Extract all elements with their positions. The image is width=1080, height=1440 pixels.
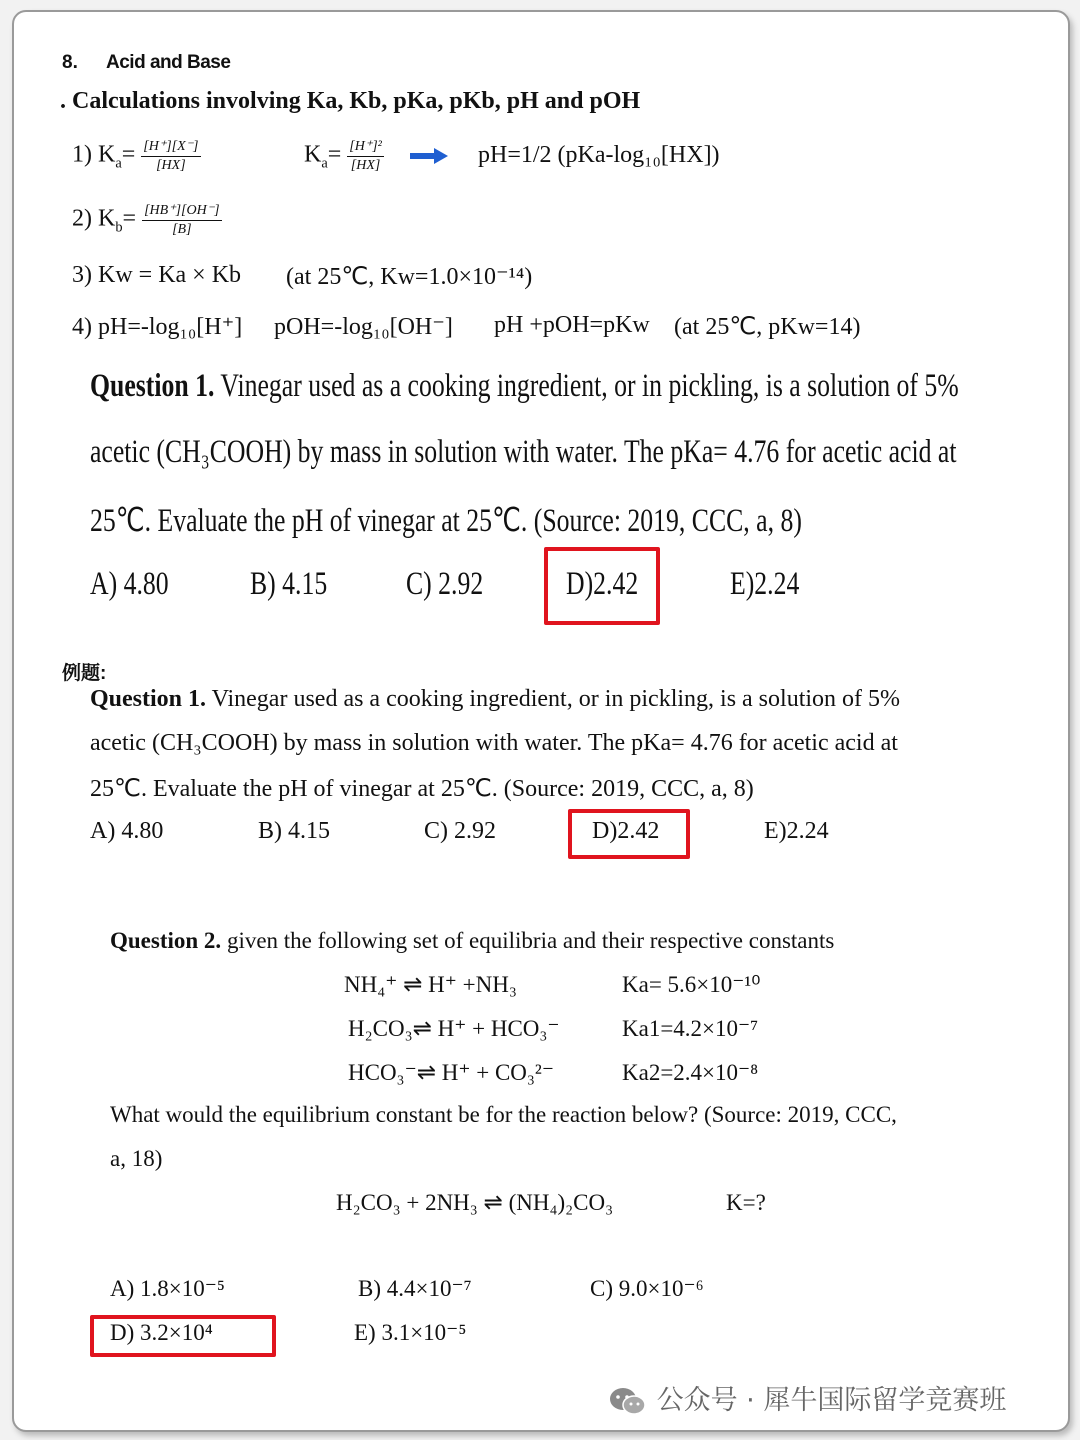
q2-equilibrium-1: NH₄⁺ ⇌ H⁺ +NH₃ — [344, 972, 517, 997]
q2-equilibrium-3: HCO₃⁻⇌ H⁺ + CO₃²⁻ — [348, 1060, 554, 1085]
formula-ph-poh-sum: pH +pOH=pKw — [494, 312, 650, 338]
document-page — [12, 10, 1070, 1432]
formula-ka-fraction — [141, 138, 200, 174]
q2-intro-text: given the following set of equilibria and their respective constants — [226, 928, 835, 953]
formula-kw-note: (at 25℃, Kw=1.0×10⁻¹⁴) — [286, 264, 533, 290]
formula-kb-fraction — [142, 202, 221, 238]
q1-large-line2: acetic (CH₃COOH) by mass in solution with water. The pKa= 4.76 for acetic acid at — [90, 434, 957, 470]
q2-option-d: D) 3.2×10⁴ — [110, 1320, 213, 1345]
formula-kb-denominator: [B] — [172, 222, 192, 237]
q1-small-option-b: B) 4.15 — [258, 818, 330, 844]
q1-small-text1: Vinegar used as a cooking ingredient, or in pickling, is a solution of 5% — [211, 686, 901, 712]
formula-ka-sub: a — [115, 155, 122, 172]
formula-ka-label: 1) K — [72, 141, 116, 168]
q2-equilibrium-2: H₂CO₃⇌ H⁺ + HCO₃⁻ — [348, 1016, 560, 1041]
q2-label: Question 2. — [110, 928, 222, 953]
formula-ka2-fraction — [347, 138, 384, 174]
formula-ka2-denominator: [HX] — [350, 158, 381, 173]
wechat-icon — [608, 1386, 648, 1418]
q1-large-option-e: E)2.24 — [730, 566, 800, 602]
watermark — [608, 1378, 1006, 1418]
formula-kb-sub: b — [115, 219, 123, 236]
q1-small-option-c: C) 2.92 — [424, 818, 496, 844]
q2-question-line1: What would the equilibrium constant be for the reaction below? (Source: 2019, CCC, — [110, 1102, 897, 1127]
q1-small-option-a: A) 4.80 — [90, 818, 164, 844]
q2-option-e: E) 3.1×10⁻⁵ — [354, 1320, 467, 1345]
formula-ph-weak-acid: pH=1/2 (pKa-log₁₀[HX]) — [478, 142, 720, 168]
q1-large-line1 — [90, 368, 959, 405]
q2-option-c: C) 9.0×10⁻⁶ — [590, 1276, 704, 1301]
watermark-text: 公众号 · 犀牛国际留学竞赛班 — [656, 1385, 1007, 1416]
formula-ka2-label: K — [304, 141, 322, 168]
formula-ph: 4) pH=-log₁₀[H⁺] — [72, 314, 243, 340]
section-heading: Acid and Base — [106, 52, 231, 73]
q2-intro — [110, 928, 834, 954]
formula-kw: 3) Kw = Ka × Kb — [72, 262, 242, 288]
q1-small-answer-highlight — [568, 809, 690, 859]
formula-kb-label: 2) K — [72, 205, 116, 232]
q1-small-line2: acetic (CH₃COOH) by mass in solution with water. The pKa= 4.76 for acetic acid at — [90, 730, 898, 756]
q2-reaction: H₂CO₃ + 2NH₃ ⇌ (NH₄)₂CO₃ — [336, 1190, 614, 1215]
example-label: 例题: — [62, 663, 107, 684]
q1-large-option-c: C) 2.92 — [406, 566, 484, 602]
q1-large-text1: Vinegar used as a cooking ingredient, or in pickling, is a solution of 5% — [220, 368, 959, 404]
q1-large-option-d: D)2.42 — [566, 566, 639, 602]
calculations-title: . Calculations involving Ka, Kb, pKa, pKb, pH and pOH — [60, 88, 641, 114]
q2-question-line2: a, 18) — [110, 1146, 163, 1171]
q1-small-line1 — [90, 686, 900, 713]
formula-kb-numerator: [HB⁺][OH⁻] — [142, 202, 221, 221]
q2-constant-3: Ka2=2.4×10⁻⁸ — [622, 1060, 759, 1085]
formula-ka2-numerator: [H⁺]² — [347, 138, 384, 157]
q2-k-ask: K=? — [726, 1190, 766, 1215]
formula-pkw-note: (at 25℃, pKw=14) — [674, 314, 861, 340]
q2-answer-highlight — [90, 1315, 276, 1357]
formula-kb: 2) $K_b=$ $\frac{[HB^+][OH^-]}{[B]}$ — [72, 203, 220, 237]
q1-small-option-d: D)2.42 — [592, 818, 660, 844]
q1-large-option-a: A) 4.80 — [90, 566, 169, 602]
q2-constant-2: Ka1=4.2×10⁻⁷ — [622, 1016, 759, 1041]
q1-large-option-b: B) 4.15 — [250, 566, 328, 602]
right-arrow-icon — [410, 148, 450, 164]
q1-large-label: Question 1. — [90, 368, 215, 404]
formula-ka2-sub: a — [321, 155, 328, 172]
formula-ka-denominator: [HX] — [156, 158, 186, 173]
q1-large-line3: 25℃. Evaluate the pH of vinegar at 25℃. (Source: 2019, CCC, a, 8) — [90, 503, 802, 539]
q1-small-line3: 25℃. Evaluate the pH of vinegar at 25℃. (Source: 2019, CCC, a, 8) — [90, 776, 754, 802]
q1-large-answer-highlight — [544, 547, 660, 625]
q1-small-label: Question 1. — [90, 686, 207, 712]
formula-ka-numerator: [H⁺][X⁻] — [141, 138, 200, 157]
formula-ka-simplified: $K_a=$ $\frac{\text{[H⁺]²}}{[HX]}$ — [304, 139, 382, 173]
formula-poh: pOH=-log₁₀[OH⁻] — [274, 314, 453, 340]
q1-small-option-e: E)2.24 — [764, 818, 829, 844]
section-number: 8. — [62, 52, 78, 73]
q2-constant-1: Ka= 5.6×10⁻¹⁰ — [622, 972, 761, 997]
q2-option-a: A) 1.8×10⁻⁵ — [110, 1276, 225, 1301]
q2-option-b: B) 4.4×10⁻⁷ — [358, 1276, 472, 1301]
formula-ka: 1) $K_a=$ $\frac{[H^+][X^-]}{[HX]}$ — [72, 139, 199, 173]
